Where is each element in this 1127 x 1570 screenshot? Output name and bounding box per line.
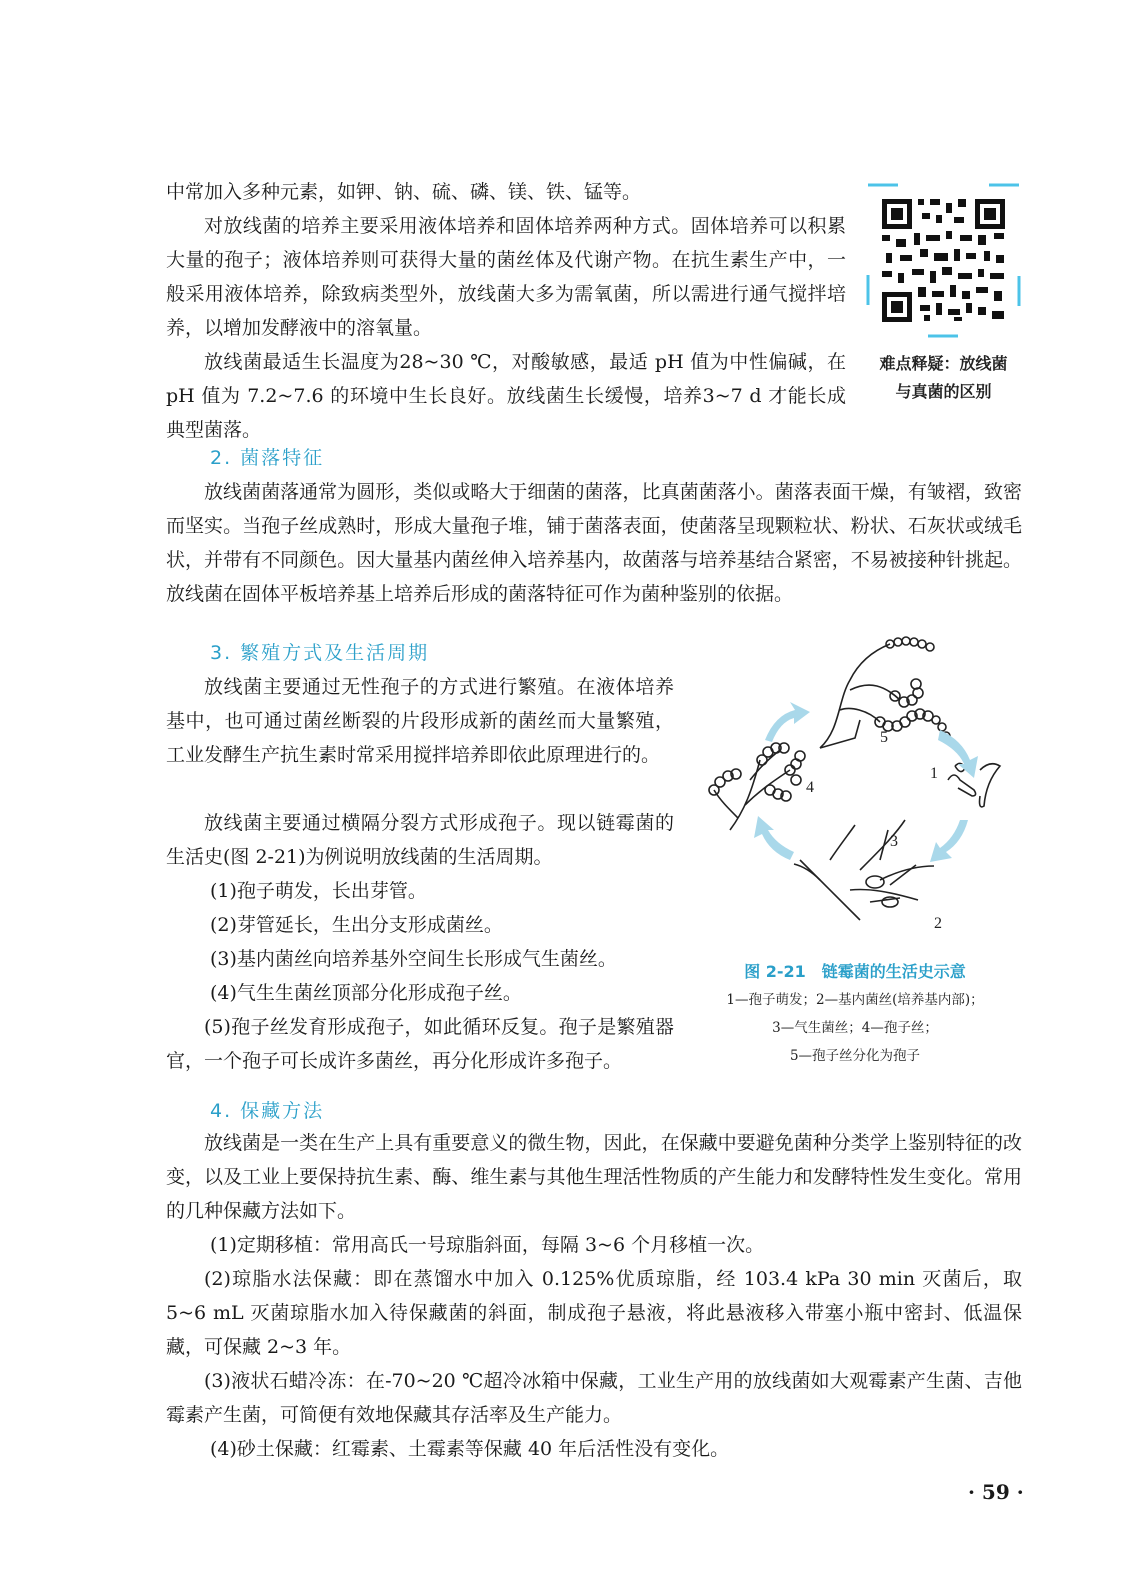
method-2: (2)琼脂水法保藏：即在蒸馏水中加入 0.125%优质琼脂，经 103.4 kPa 30 min 灭菌后，取 5~6 mL 灭菌琼脂水加入待保藏菌的斜面，制成孢子悬液，将此悬液移入带塞小瓶中密封、低温保藏，可保藏 2~3 年。: [166, 1268, 1022, 1358]
text-line-top: 中常加入多种元素，如钾、钠、硫、磷、镁、铁、锰等。: [166, 181, 642, 203]
qr-caption: [856, 350, 1031, 406]
reproduction-paragraph-1: 放线菌主要通过无性孢子的方式进行繁殖。在液体培养基中，也可通过菌丝断裂的片段形成新的菌丝而大量繁殖，工业发酵生产抗生素时常采用搅拌培养即依此原理进行的。: [166, 676, 674, 766]
method-3: (3)液状石蜡冷冻：在-70~20 ℃超冷冰箱中保藏，工业生产用的放线菌如大观霉素产生菌、吉他霉素产生菌，可简便有效地保藏其存活率及生产能力。: [166, 1370, 1022, 1426]
storage-paragraph: 放线菌是一类在生产上具有重要意义的微生物，因此，在保藏中要避免菌种分类学上鉴别特征的改变，以及工业上要保持抗生素、酶、维生素与其他生理活性物质的产生能力和发酵特性发生变化。常用的几种保藏方法如下。: [166, 1132, 1022, 1222]
figure-note-1: 1—孢子萌发；2—基内菌丝(培养基内部)；: [726, 992, 984, 1008]
method-4: (4)砂土保藏：红霉素、土霉素等保藏 40 年后活性没有变化。: [210, 1438, 730, 1460]
reproduction-paragraph-2: 放线菌主要通过横隔分裂方式形成孢子。现以链霉菌的生活史(图 2-21)为例说明放线菌的生活周期。: [166, 812, 674, 868]
figure-label-5: 5: [880, 729, 888, 746]
lifecycle-figure: [690, 630, 1030, 950]
qr-code-icon[interactable]: [866, 183, 1021, 338]
figure-label-1: 1: [930, 765, 938, 782]
section-heading-3: 3. 繁殖方式及生活周期: [210, 642, 430, 664]
step-3: (3)基内菌丝向培养基外空间生长形成气生菌丝。: [210, 948, 617, 970]
section-heading-4: 4. 保藏方法: [210, 1100, 325, 1122]
figure-label-4: 4: [806, 779, 814, 796]
section-heading-2: 2. 菌落特征: [210, 447, 325, 469]
figure-title: 图 2-21 链霉菌的生活史示意: [744, 962, 966, 981]
method-1: (1)定期移植：常用高氏一号琼脂斜面，每隔 3~6 个月移植一次。: [210, 1234, 765, 1256]
qr-caption-line1: 难点释疑：放线菌: [879, 354, 1008, 373]
step-5: (5)孢子丝发育形成孢子，如此循环反复。孢子是繁殖器官，一个孢子可长成许多菌丝，再分化形成许多孢子。: [166, 1016, 674, 1072]
figure-label-2: 2: [934, 915, 942, 932]
page-number: · 59 ·: [968, 1480, 1024, 1504]
figure-note-2: 3—气生菌丝；4—孢子丝；: [772, 1020, 938, 1036]
colony-paragraph: 放线菌菌落通常为圆形，类似或略大于细菌的菌落，比真菌菌落小。菌落表面干燥，有皱褶，致密而坚实。当孢子丝成熟时，形成大量孢子堆，铺于菌落表面，使菌落呈现颗粒状、粉状、石灰状或绒毛状，并带有不同颜色。因大量基内菌丝伸入培养基内，故菌落与培养基结合紧密，不易被接种针挑起。放线菌在固体平板培养基上培养后形成的菌落特征可作为菌种鉴别的依据。: [166, 481, 1022, 605]
qr-caption-line2: 与真菌的区别: [895, 382, 992, 401]
figure-note-3: 5—孢子丝分化为孢子: [789, 1048, 921, 1064]
temperature-paragraph: 放线菌最适生长温度为28~30 ℃，对酸敏感，最适 pH 值为中性偏碱，在 pH 值为 7.2~7.6 的环境中生长良好。放线菌生长缓慢，培养3~7 d 才能长成典型菌落。: [166, 351, 846, 441]
step-2: (2)芽管延长，生出分支形成菌丝。: [210, 914, 503, 936]
step-1: (1)孢子萌发，长出芽管。: [210, 880, 427, 902]
culture-paragraph: 对放线菌的培养主要采用液体培养和固体培养两种方式。固体培养可以积累大量的孢子；液体培养则可获得大量的菌丝体及代谢产物。在抗生素生产中，一般采用液体培养，除致病类型外，放线菌大多为需氧菌，所以需进行通气搅拌培养，以增加发酵液中的溶氧量。: [166, 215, 846, 339]
step-4: (4)气生生菌丝顶部分化形成孢子丝。: [210, 982, 522, 1004]
figure-label-3: 3: [890, 833, 898, 850]
